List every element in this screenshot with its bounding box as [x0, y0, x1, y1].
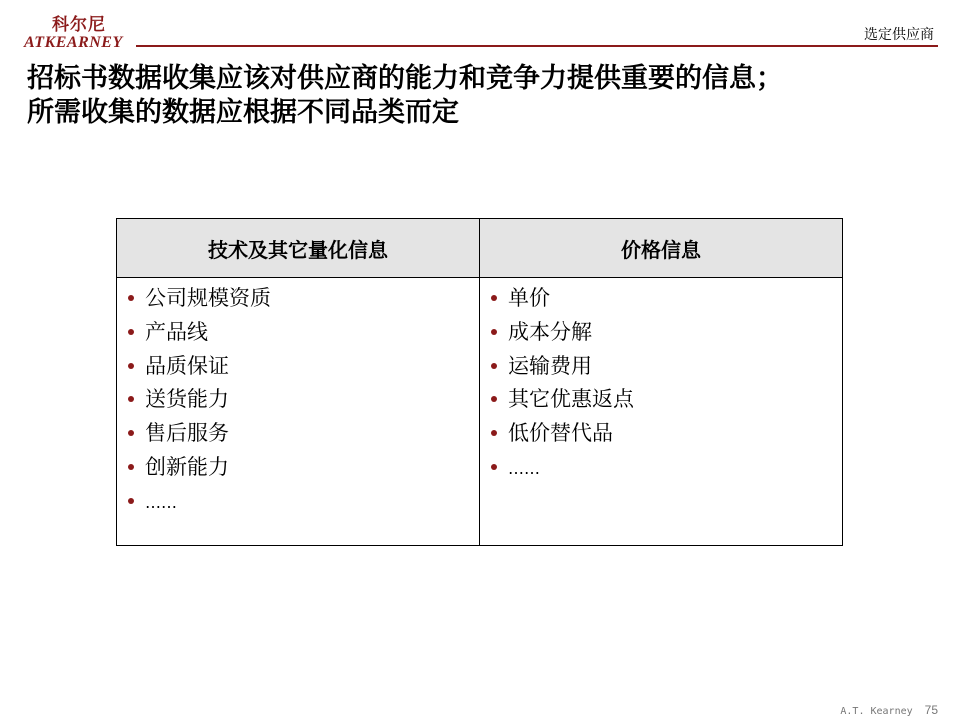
- bullet-icon: [491, 329, 497, 335]
- kearney-logo: [24, 10, 136, 52]
- list-item: 成本分解: [490, 316, 842, 350]
- bullet-icon: [491, 363, 497, 369]
- list-item: 品质保证: [127, 350, 479, 384]
- slide-title-line-2: 所需收集的数据应根据不同品类而定: [27, 97, 459, 128]
- technical-info-list: [117, 282, 479, 520]
- bullet-icon: [128, 464, 134, 470]
- slide-title-line-1: 招标书数据收集应该对供应商的能力和竞争力提供重要的信息；: [27, 63, 783, 94]
- list-item: 送货能力: [127, 383, 479, 417]
- list-item: 公司规模资质: [127, 282, 479, 316]
- bullet-icon: [128, 295, 134, 301]
- technical-info-cell: [117, 278, 480, 546]
- list-item: 运输费用: [490, 350, 842, 384]
- bullet-icon: [491, 464, 497, 470]
- price-info-list: [480, 282, 842, 486]
- list-item: 低价替代品: [490, 417, 842, 451]
- list-item: 创新能力: [127, 451, 479, 485]
- bullet-icon: [491, 295, 497, 301]
- list-item: 单价: [490, 282, 842, 316]
- price-info-cell: [480, 278, 843, 546]
- header-divider: [136, 45, 938, 47]
- list-item: 售后服务: [127, 417, 479, 451]
- bullet-icon: [128, 430, 134, 436]
- list-item: ……: [127, 485, 479, 520]
- bullet-icon: [491, 430, 497, 436]
- column-header-technical: 技术及其它量化信息: [117, 219, 480, 278]
- bullet-icon: [128, 498, 134, 504]
- bullet-icon: [491, 396, 497, 402]
- logo-chinese-text: 科尔尼: [52, 15, 106, 35]
- bullet-icon: [128, 396, 134, 402]
- bullet-icon: [128, 363, 134, 369]
- list-item: 其它优惠返点: [490, 383, 842, 417]
- footer: [840, 703, 938, 717]
- list-item: ……: [490, 451, 842, 486]
- section-tag: 选定供应商: [864, 27, 934, 43]
- logo-english-text: ATKEARNEY: [24, 34, 123, 51]
- footer-company: A.T. Kearney: [840, 706, 913, 717]
- list-item: 产品线: [127, 316, 479, 350]
- page-number: 75: [924, 703, 938, 717]
- slide-title: [27, 62, 937, 130]
- column-header-price: 价格信息: [480, 219, 843, 278]
- bullet-icon: [128, 329, 134, 335]
- info-table: [116, 218, 843, 546]
